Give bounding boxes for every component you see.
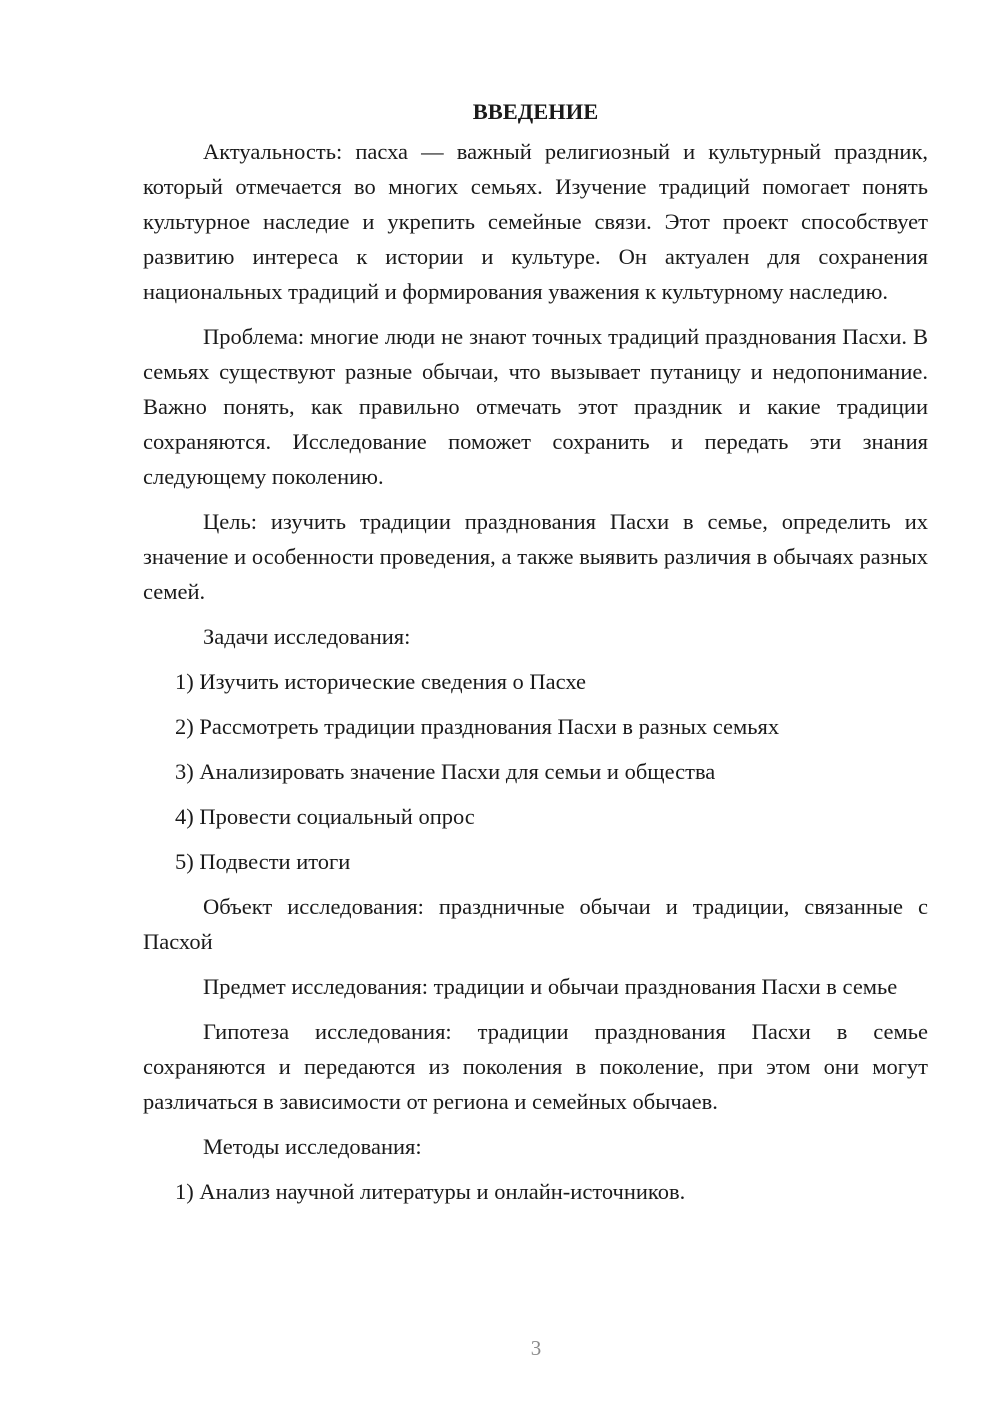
methods-list — [143, 1174, 928, 1209]
relevance-paragraph: Актуальность: пасха — важный религиозный и культурный праздник, который отмечается во многих семьях. Изучение традиций помогает понять культурное наследие и укрепить семейные связи. Этот проект способствует развитию интереса к истории и культуре. Он актуален для сохранения национальных традиций и формирования уважения к культурному наследию. — [143, 139, 928, 304]
task-item: 3) Анализировать значение Пасхи для семьи и общества — [175, 759, 716, 784]
page-number: 3 — [530, 1336, 542, 1360]
subject-paragraph: Предмет исследования: традиции и обычаи празднования Пасхи в семье — [203, 974, 898, 999]
section-heading: ВВЕДЕНИЕ — [472, 99, 599, 124]
task-item: 1) Изучить исторические сведения о Пасхе — [175, 669, 587, 694]
method-item: 1) Анализ научной литературы и онлайн-источников. — [175, 1179, 686, 1204]
problem-paragraph: Проблема: многие люди не знают точных традиций празднования Пасхи. В семьях существуют разные обычаи, что вызывает путаницу и недопонимание. Важно понять, как правильно отмечать этот праздник и какие традиции сохраняются. Исследование поможет сохранить и передать эти знания следующему поколению. — [143, 324, 928, 489]
task-item: 4) Провести социальный опрос — [175, 804, 475, 829]
methods-title: Методы исследования: — [203, 1134, 422, 1159]
task-item: 2) Рассмотреть традиции празднования Пасхи в разных семьях — [175, 714, 780, 739]
tasks-title: Задачи исследования: — [203, 624, 411, 649]
page-content — [143, 94, 928, 1219]
goal-paragraph: Цель: изучить традиции празднования Пасхи в семье, определить их значение и особенности проведения, а также выявить различия в обычаях разных семей. — [143, 509, 928, 604]
object-paragraph: Объект исследования: праздничные обычаи и традиции, связанные с Пасхой — [143, 894, 928, 954]
hypothesis-paragraph: Гипотеза исследования: традиции празднования Пасхи в семье сохраняются и передаются из поколения в поколение, при этом они могут различаться в зависимости от региона и семейных обычаев. — [143, 1019, 928, 1114]
tasks-list — [143, 664, 928, 879]
task-item: 5) Подвести итоги — [175, 849, 351, 874]
